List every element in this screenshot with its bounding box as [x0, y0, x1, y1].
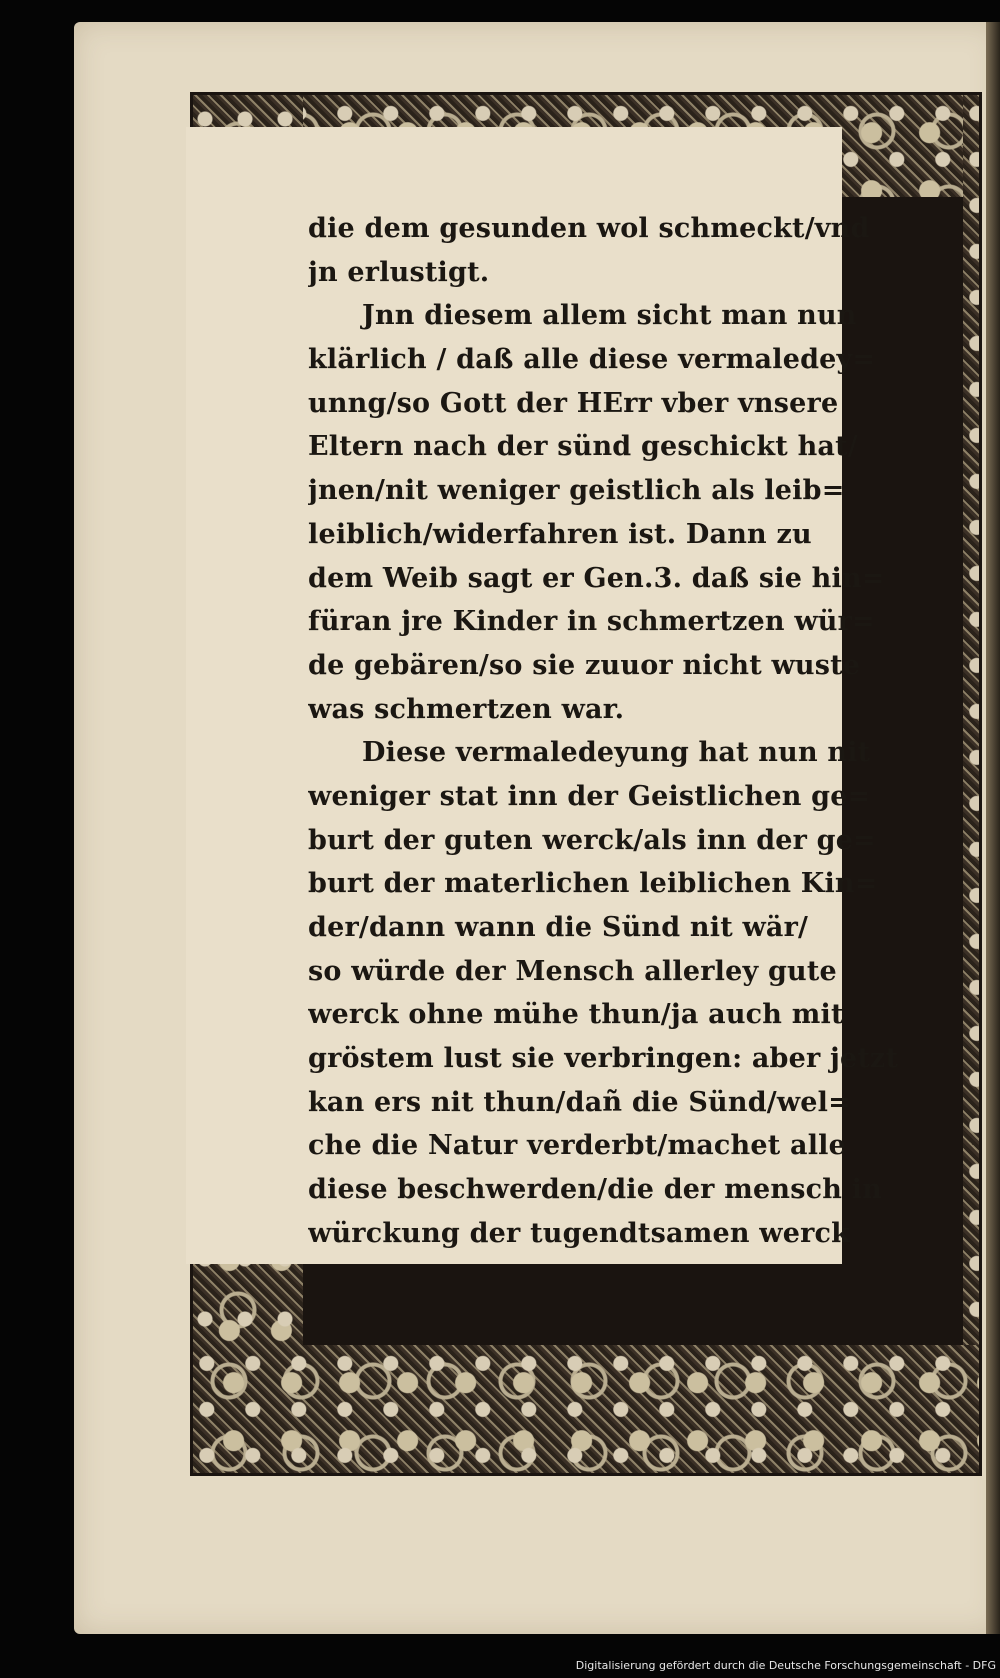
text-line: jn erlustigt.	[308, 256, 490, 288]
text-line: unng/so Gott der HErr vber vnsere	[308, 387, 839, 419]
text-line: so würde der Mensch allerley gute	[308, 955, 837, 987]
ornamental-border-right	[963, 95, 979, 1473]
text-line: burt der guten werck/als inn der ge=	[308, 824, 876, 856]
text-line: klärlich / daß alle diese vermaledey=	[308, 344, 876, 376]
text-line: de gebären/so sie zuuor nicht wuste	[308, 649, 861, 681]
text-line: der/dann wann die Sünd nit wär/	[308, 912, 809, 943]
text-line: die dem gesunden wol schmeckt/vnd	[308, 213, 870, 244]
text-line: füran jre Kinder in schmertzen wür=	[308, 606, 875, 638]
text-line: Eltern nach der sünd geschickt hat/	[308, 431, 858, 463]
page-text	[308, 207, 950, 1256]
text-line: gröstem lust sie verbringen: aber jetzt	[308, 1043, 899, 1075]
text-line: werck ohne mühe thun/ja auch mit	[308, 999, 844, 1031]
text-line: Jnn diesem allem sicht man nun	[362, 300, 857, 332]
text-line: Diese vermaledeyung hat nun nit	[362, 737, 871, 769]
text-line: che die Natur verderbt/machet alle	[308, 1130, 847, 1162]
text-line: was schmertzen war.	[308, 693, 625, 725]
book-page	[74, 22, 1000, 1634]
text-line: kan ers nit thun/dañ die Sünd/wel=	[308, 1086, 851, 1118]
text-line: weniger stat inn der Geistlichen ge=	[308, 780, 871, 812]
ornamental-border-bottom	[193, 1345, 979, 1473]
text-line: diese beschwerden/die der mensch in	[308, 1174, 882, 1206]
dfg-footer: Digitalisierung gefördert durch die Deutsche Forschungsgemeinschaft - DFG	[575, 1659, 996, 1672]
text-line: leiblich/widerfahren ist. Dann zu	[308, 518, 812, 550]
text-line: burt der materlichen leiblichen Kin=	[308, 868, 878, 900]
page-gutter	[986, 22, 1000, 1634]
text-line: jnen/nit weniger geistlich als leib=	[308, 475, 845, 507]
text-line: würckung der tugendtsamen werck	[308, 1217, 851, 1249]
text-line: dem Weib sagt er Gen.3. daß sie hin=	[308, 562, 885, 594]
